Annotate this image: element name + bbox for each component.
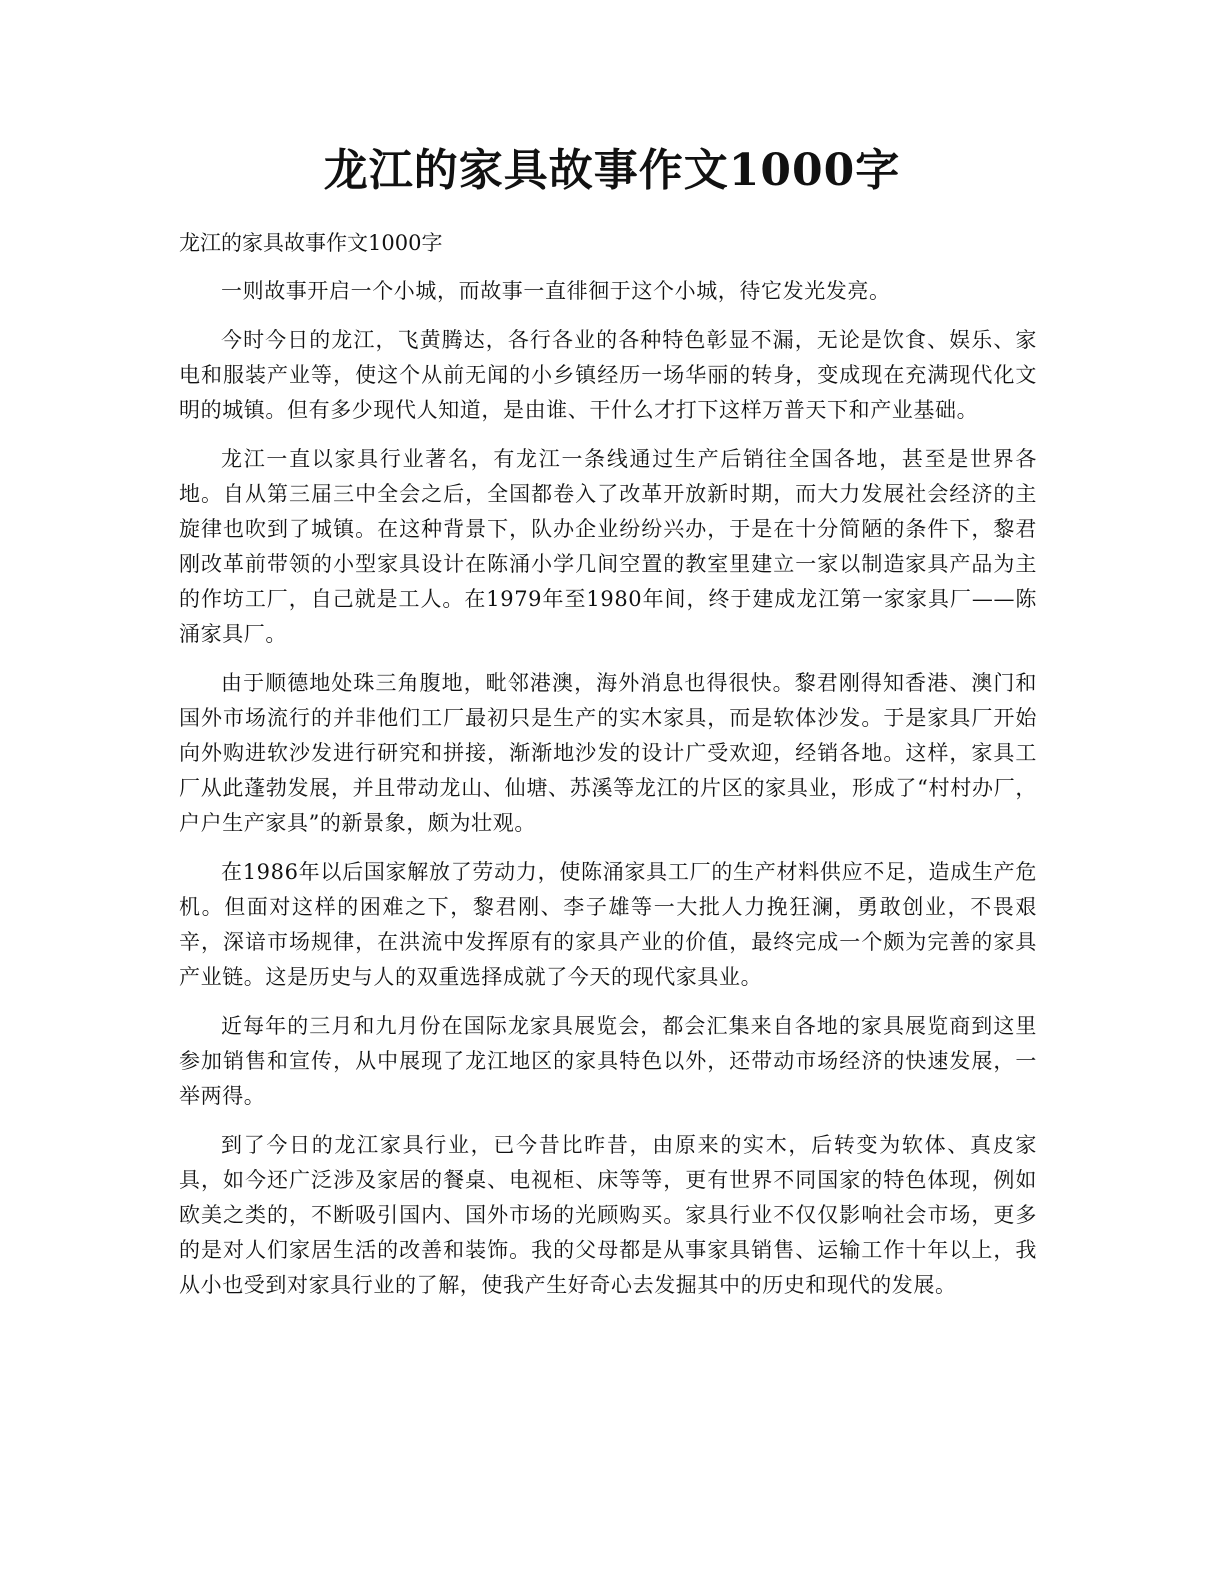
document-title: 龙江的家具故事作文1000字 [323, 145, 901, 196]
paragraph-3: 龙江一直以家具行业著名，有龙江一条线通过生产后销往全国各地，甚至是世界各地。自从第三届三中全会之后，全国都卷入了改革开放新时期，而大力发展社会经济的主旋律也吹到了城镇。在这种背景下，队办企业纷纷兴办，于是在十分简陋的条件下，黎君刚改革前带领的小型家具设计在陈涌小学几间空置的教室里建立一家以制造家具产品为主的作坊工厂，自己就是工人。在1979年至1980年间，终于建成龙江第一家家具厂——陈涌家具厂。 [179, 447, 1037, 646]
paragraph-6: 近每年的三月和九月份在国际龙家具展览会，都会汇集来自各地的家具展览商到这里参加销售和宣传，从中展现了龙江地区的家具特色以外，还带动市场经济的快速发展，一举两得。 [179, 1014, 1037, 1108]
document-subtitle: 龙江的家具故事作文1000字 [179, 231, 443, 255]
paragraph-7: 到了今日的龙江家具行业，已今昔比昨昔，由原来的实木，后转变为软体、真皮家具，如今还广泛涉及家居的餐桌、电视柜、床等等，更有世界不同国家的特色体现，例如欧美之类的，不断吸引国内、国外市场的光顾购买。家具行业不仅仅影响社会市场，更多的是对人们家居生活的改善和装饰。我的父母都是从事家具销售、运输工作十年以上，我从小也受到对家具行业的了解，使我产生好奇心去发掘其中的历史和现代的发展。 [179, 1133, 1037, 1297]
paragraph-5: 在1986年以后国家解放了劳动力，使陈涌家具工厂的生产材料供应不足，造成生产危机。但面对这样的困难之下，黎君刚、李子雄等一大批人力挽狂澜，勇敢创业，不畏艰辛，深谙市场规律，在洪流中发挥原有的家具产业的价值，最终完成一个颇为完善的家具产业链。这是历史与人的双重选择成就了今天的现代家具业。 [179, 860, 1037, 989]
paragraph-2: 今时今日的龙江，飞黄腾达，各行各业的各种特色彰显不漏，无论是饮食、娱乐、家电和服装产业等，使这个从前无闻的小乡镇经历一场华丽的转身，变成现在充满现代化文明的城镇。但有多少现代人知道，是由谁、干什么才打下这样万普天下和产业基础。 [179, 328, 1037, 422]
paragraph-1: 一则故事开启一个小城，而故事一直徘徊于这个小城，待它发光发亮。 [221, 279, 891, 303]
document-body [179, 224, 1037, 1317]
paragraph-4: 由于顺德地处珠三角腹地，毗邻港澳，海外消息也得很快。黎君刚得知香港、澳门和国外市场流行的并非他们工厂最初只是生产的实木家具，而是软体沙发。于是家具厂开始向外购进软沙发进行研究和拼接，渐渐地沙发的设计广受欢迎，经销各地。这样，家具工厂从此蓬勃发展，并且带动龙山、仙塘、苏溪等龙江的片区的家具业，形成了“村村办厂，户户生产家具”的新景象，颇为壮观。 [179, 671, 1037, 835]
